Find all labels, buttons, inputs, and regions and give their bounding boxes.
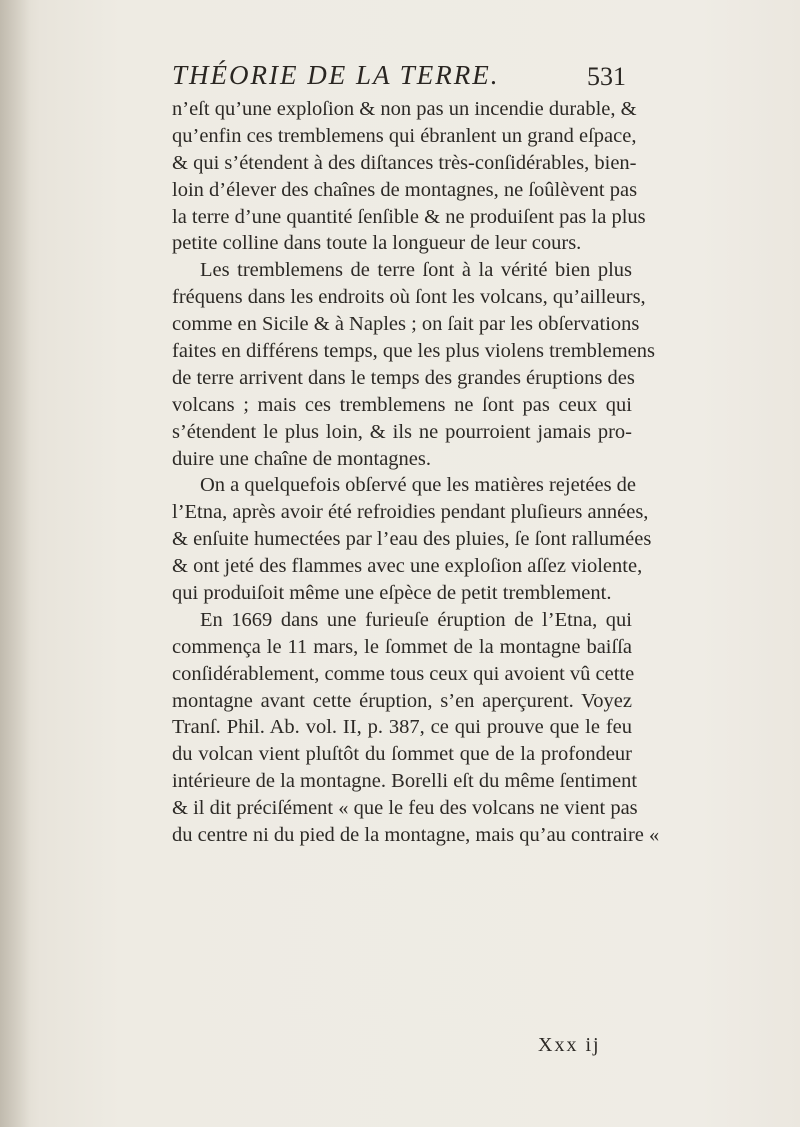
- text-line: conſidérablement, comme tous ceux qui avoient vû cette: [172, 662, 635, 685]
- text-line: volcans ; mais ces tremblemens ne ſont pas ceux qui: [172, 393, 632, 416]
- text-line: & enſuite humectées par l’eau des pluies, ſe ſont rallumées: [172, 528, 652, 551]
- text-line: du centre ni du pied de la montagne, mais qu’au contraire «: [172, 824, 660, 847]
- text-line: & il dit préciſément « que le feu des volcans ne vient pas: [172, 797, 638, 820]
- text-line: intérieure de la montagne. Borelli eſt du même ſentiment: [172, 770, 638, 793]
- text-line: faites en différens temps, que les plus violens tremblemens: [172, 340, 655, 363]
- text-line: En 1669 dans une furieuſe éruption de l’Etna, qui: [200, 608, 632, 631]
- text-line: comme en Sicile & à Naples ; on ſait par les obſervations: [172, 313, 640, 336]
- text-line: petite colline dans toute la longueur de leur cours.: [172, 232, 582, 255]
- page-gutter-shadow: [0, 0, 30, 1127]
- body-text: [172, 96, 660, 849]
- text-line: loin d’élever des chaînes de montagnes, ne ſoûlèvent pas: [172, 178, 638, 201]
- page-header: [172, 52, 626, 92]
- text-line: montagne avant cette éruption, s’en aperçurent. Voyez: [172, 689, 632, 712]
- text-line: n’eſt qu’une exploſion & non pas un incendie durable, &: [172, 98, 637, 120]
- text-line: la terre d’une quantité ſenſible & ne produiſent pas la plus: [172, 205, 646, 228]
- text-line: & qui s’étendent à des diſtances très-conſidérables, bien-: [172, 151, 637, 174]
- running-title: THÉORIE DE LA TERRE.: [172, 60, 500, 90]
- signature-mark: Xxx ij: [538, 1034, 601, 1056]
- text-line: duire une chaîne de montagnes.: [172, 447, 432, 470]
- text-line: l’Etna, après avoir été refroidies pendant pluſieurs années,: [172, 501, 649, 524]
- text-line: qu’enfin ces tremblemens qui ébranlent un grand eſpace,: [172, 124, 637, 147]
- text-line: du volcan vient pluſtôt du ſommet que de la profondeur: [172, 743, 632, 766]
- text-line: qui produiſoit même une eſpèce de petit tremblement.: [172, 582, 612, 605]
- text-line: s’étendent le plus loin, & ils ne pourroient jamais pro-: [172, 420, 632, 443]
- text-line: & ont jeté des flammes avec une exploſion aſſez violente,: [172, 555, 643, 578]
- text-line: Les tremblemens de terre ſont à la vérité bien plus: [200, 259, 632, 282]
- text-line: Tranſ. Phil. Ab. vol. II, p. 387, ce qui prouve que le feu: [172, 716, 632, 739]
- text-line: fréquens dans les endroits où ſont les volcans, qu’ailleurs,: [172, 286, 646, 309]
- page-number: 531: [587, 62, 626, 91]
- text-line: commença le 11 mars, le ſommet de la montagne baiſſa: [172, 635, 632, 658]
- text-line: de terre arrivent dans le temps des grandes éruptions des: [172, 366, 635, 389]
- text-line: On a quelquefois obſervé que les matières rejetées de: [200, 474, 637, 497]
